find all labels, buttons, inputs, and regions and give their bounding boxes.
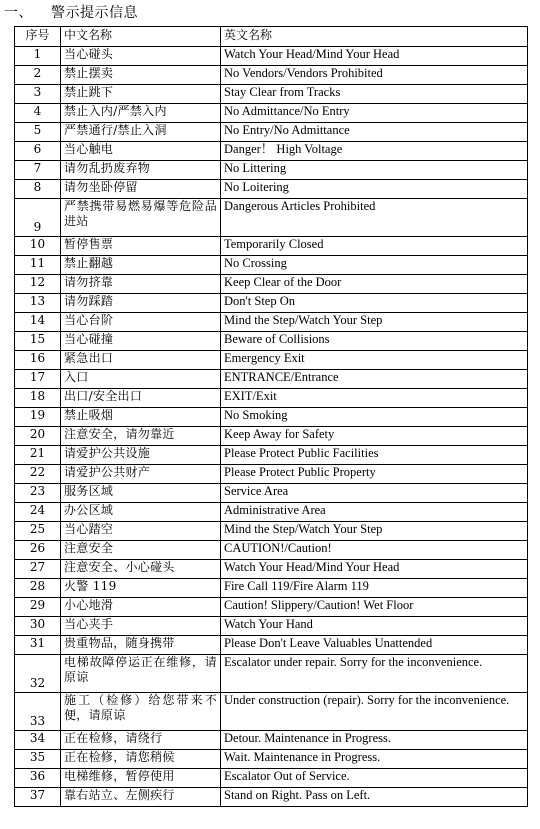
row-index: 21 [15,446,61,465]
row-english-name: Dangerous Articles Prohibited [221,199,528,237]
row-chinese-name: 电梯故障停运正在维修，请原谅 [61,655,221,693]
row-english-name: No Loitering [221,180,528,199]
row-english-name: Administrative Area [221,503,528,522]
row-chinese-name: 办公区域 [61,503,221,522]
row-english-name: Temporarily Closed [221,237,528,256]
row-english-name: Escalator under repair. Sorry for the inconvenience. [221,655,528,693]
table-row [15,142,528,161]
row-chinese-name: 正在检修，请绕行 [61,731,221,750]
table-row [15,161,528,180]
table-body [15,47,528,807]
row-english-name: EXIT/Exit [221,389,528,408]
row-english-name: Please Protect Public Facilities [221,446,528,465]
table-row [15,503,528,522]
row-english-name: Mind the Step/Watch Your Step [221,313,528,332]
row-chinese-name: 电梯维修，暂停使用 [61,769,221,788]
row-index: 1 [15,47,61,66]
row-chinese-name: 出口/安全出口 [61,389,221,408]
row-index: 7 [15,161,61,180]
row-index: 14 [15,313,61,332]
row-index: 23 [15,484,61,503]
row-index: 12 [15,275,61,294]
table-row [15,522,528,541]
row-index: 26 [15,541,61,560]
row-chinese-name: 请勿挤靠 [61,275,221,294]
table-row [15,294,528,313]
row-index: 16 [15,351,61,370]
header-index: 序号 [15,27,61,47]
row-english-name: Beware of Collisions [221,332,528,351]
table-row [15,123,528,142]
row-index: 24 [15,503,61,522]
row-chinese-name: 正在检修，请您稍候 [61,750,221,769]
table-row [15,237,528,256]
row-index: 3 [15,85,61,104]
row-english-name: Fire Call 119/Fire Alarm 119 [221,579,528,598]
row-english-name: Stay Clear from Tracks [221,85,528,104]
row-index: 2 [15,66,61,85]
table-row [15,199,528,237]
row-english-name: No Smoking [221,408,528,427]
row-index: 13 [15,294,61,313]
table-row [15,85,528,104]
table-row [15,560,528,579]
row-english-name: Don't Step On [221,294,528,313]
row-chinese-name: 请勿踩踏 [61,294,221,313]
header-chinese-name: 中文名称 [61,27,221,47]
row-english-name: Watch Your Head/Mind Your Head [221,560,528,579]
row-chinese-name: 当心踏空 [61,522,221,541]
table-row [15,389,528,408]
row-chinese-name: 当心碰撞 [61,332,221,351]
table-row [15,693,528,731]
row-index: 31 [15,636,61,655]
row-english-name: Under construction (repair). Sorry for the inconvenience. [221,693,528,731]
row-english-name: Stand on Right. Pass on Left. [221,788,528,807]
table-row [15,484,528,503]
row-index: 15 [15,332,61,351]
row-index: 6 [15,142,61,161]
row-index: 19 [15,408,61,427]
row-index: 11 [15,256,61,275]
table-row [15,256,528,275]
row-index: 5 [15,123,61,142]
row-chinese-name: 当心夹手 [61,617,221,636]
row-index: 22 [15,465,61,484]
row-index: 10 [15,237,61,256]
row-english-name: Please Don't Leave Valuables Unattended [221,636,528,655]
row-index: 25 [15,522,61,541]
row-chinese-name: 禁止翻越 [61,256,221,275]
row-chinese-name: 施工（检修）给您带来不便，请原谅 [61,693,221,731]
row-chinese-name: 严禁携带易燃易爆等危险品进站 [61,199,221,237]
row-chinese-name: 请勿乱扔废弃物 [61,161,221,180]
table-row [15,446,528,465]
row-chinese-name: 贵重物品，随身携带 [61,636,221,655]
row-chinese-name: 暂停售票 [61,237,221,256]
row-english-name: Wait. Maintenance in Progress. [221,750,528,769]
row-index: 34 [15,731,61,750]
row-chinese-name: 请爱护公共设施 [61,446,221,465]
row-chinese-name: 服务区域 [61,484,221,503]
row-chinese-name: 禁止吸烟 [61,408,221,427]
row-english-name: No Littering [221,161,528,180]
row-index: 37 [15,788,61,807]
warning-signs-table [14,26,528,807]
row-chinese-name: 入口 [61,370,221,389]
row-index: 20 [15,427,61,446]
row-english-name: Watch Your Hand [221,617,528,636]
row-chinese-name: 禁止入内/严禁入内 [61,104,221,123]
section-heading [4,1,138,23]
row-chinese-name: 当心触电 [61,142,221,161]
table-row [15,427,528,446]
row-english-name: No Entry/No Admittance [221,123,528,142]
table-row [15,579,528,598]
row-english-name: No Vendors/Vendors Prohibited [221,66,528,85]
row-chinese-name: 火警 119 [61,579,221,598]
row-english-name: ENTRANCE/Entrance [221,370,528,389]
section-title: 警示提示信息 [51,5,138,21]
table-row [15,598,528,617]
row-index: 33 [15,693,61,731]
table-row [15,351,528,370]
table-row [15,180,528,199]
row-chinese-name: 靠右站立、左侧疾行 [61,788,221,807]
row-english-name: Service Area [221,484,528,503]
table-row [15,617,528,636]
table-row [15,313,528,332]
row-index: 29 [15,598,61,617]
table-header-row [15,27,528,47]
row-chinese-name: 禁止跳下 [61,85,221,104]
row-english-name: Emergency Exit [221,351,528,370]
table-row [15,66,528,85]
row-index: 36 [15,769,61,788]
table-row [15,275,528,294]
table-row [15,332,528,351]
header-english-name: 英文名称 [221,27,528,47]
row-chinese-name: 注意安全、小心碰头 [61,560,221,579]
row-index: 17 [15,370,61,389]
table-row [15,408,528,427]
row-chinese-name: 当心碰头 [61,47,221,66]
table-row [15,788,528,807]
row-english-name: Escalator Out of Service. [221,769,528,788]
table-row [15,655,528,693]
row-chinese-name: 注意安全 [61,541,221,560]
row-index: 18 [15,389,61,408]
table-row [15,769,528,788]
row-chinese-name: 注意安全，请勿靠近 [61,427,221,446]
row-chinese-name: 小心地滑 [61,598,221,617]
row-english-name: No Crossing [221,256,528,275]
table-row [15,541,528,560]
row-chinese-name: 请勿坐卧停留 [61,180,221,199]
row-index: 28 [15,579,61,598]
row-index: 8 [15,180,61,199]
table-row [15,104,528,123]
row-chinese-name: 紧急出口 [61,351,221,370]
row-english-name: Keep Clear of the Door [221,275,528,294]
row-english-name: Caution! Slippery/Caution! Wet Floor [221,598,528,617]
table-row [15,370,528,389]
row-index: 35 [15,750,61,769]
row-chinese-name: 当心台阶 [61,313,221,332]
row-chinese-name: 禁止摆卖 [61,66,221,85]
row-index: 30 [15,617,61,636]
table-row [15,636,528,655]
row-chinese-name: 请爱护公共财产 [61,465,221,484]
table-row [15,465,528,484]
row-english-name: Watch Your Head/Mind Your Head [221,47,528,66]
row-index: 4 [15,104,61,123]
row-english-name: Mind the Step/Watch Your Step [221,522,528,541]
table-row [15,731,528,750]
row-chinese-name: 严禁通行/禁止入洞 [61,123,221,142]
table-row [15,750,528,769]
row-english-name: Danger！ High Voltage [221,142,528,161]
row-english-name: Detour. Maintenance in Progress. [221,731,528,750]
section-number: 一、 [4,5,33,21]
row-index: 27 [15,560,61,579]
row-index: 9 [15,199,61,237]
row-english-name: Please Protect Public Property [221,465,528,484]
table-row [15,47,528,66]
row-english-name: No Admittance/No Entry [221,104,528,123]
row-english-name: CAUTION!/Caution! [221,541,528,560]
row-index: 32 [15,655,61,693]
row-english-name: Keep Away for Safety [221,427,528,446]
